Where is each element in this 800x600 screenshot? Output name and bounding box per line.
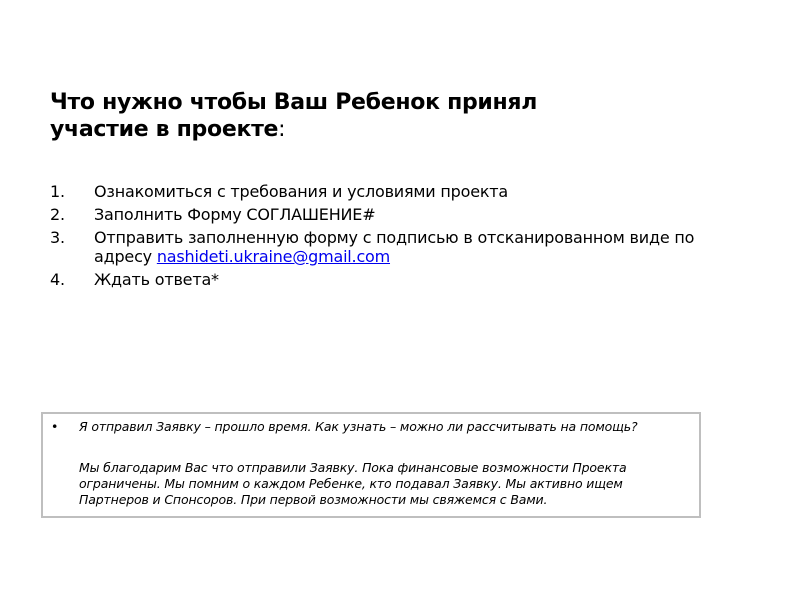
step-number: 1. <box>50 182 65 201</box>
faq-question-text: Я отправил Заявку – прошло время. Как узнать – можно ли рассчитывать на помощь? <box>79 419 638 434</box>
faq-answer: Мы благодарим Вас что отправили Заявку. Пока финансовые возможности Проекта ограничены. Мы помним о каждом Ребенке, кто подавал Заявку. Мы активно ищем Партнеров и Спонсоров. При первой возможности мы свяжемся с Вами. <box>79 460 627 507</box>
bullet-icon: • <box>51 419 59 434</box>
email-link[interactable]: nashideti.ukraine@gmail.com <box>156 247 391 266</box>
step-number: 4. <box>50 270 65 289</box>
step-text: Ознакомиться с требования и условиями проекта <box>94 182 509 201</box>
faq-question <box>51 419 691 435</box>
list-item <box>50 182 750 201</box>
step-text: Заполнить Форму СОГЛАШЕНИЕ# <box>94 205 376 224</box>
page-title-colon: : <box>278 117 286 142</box>
steps-list <box>50 182 750 293</box>
list-item <box>50 270 750 289</box>
page-title-text: Что нужно чтобы Ваш Ребенок принял участие в проекте <box>50 90 538 142</box>
step-text: Ждать ответа* <box>94 270 219 289</box>
step-number: 3. <box>50 228 65 247</box>
list-item <box>50 228 750 266</box>
list-item <box>50 205 750 224</box>
step-text: Отправить заполненную форму с подписью в отсканированном виде по адресу <box>94 228 695 266</box>
page-title <box>50 89 570 143</box>
step-number: 2. <box>50 205 65 224</box>
faq-box <box>41 412 701 518</box>
